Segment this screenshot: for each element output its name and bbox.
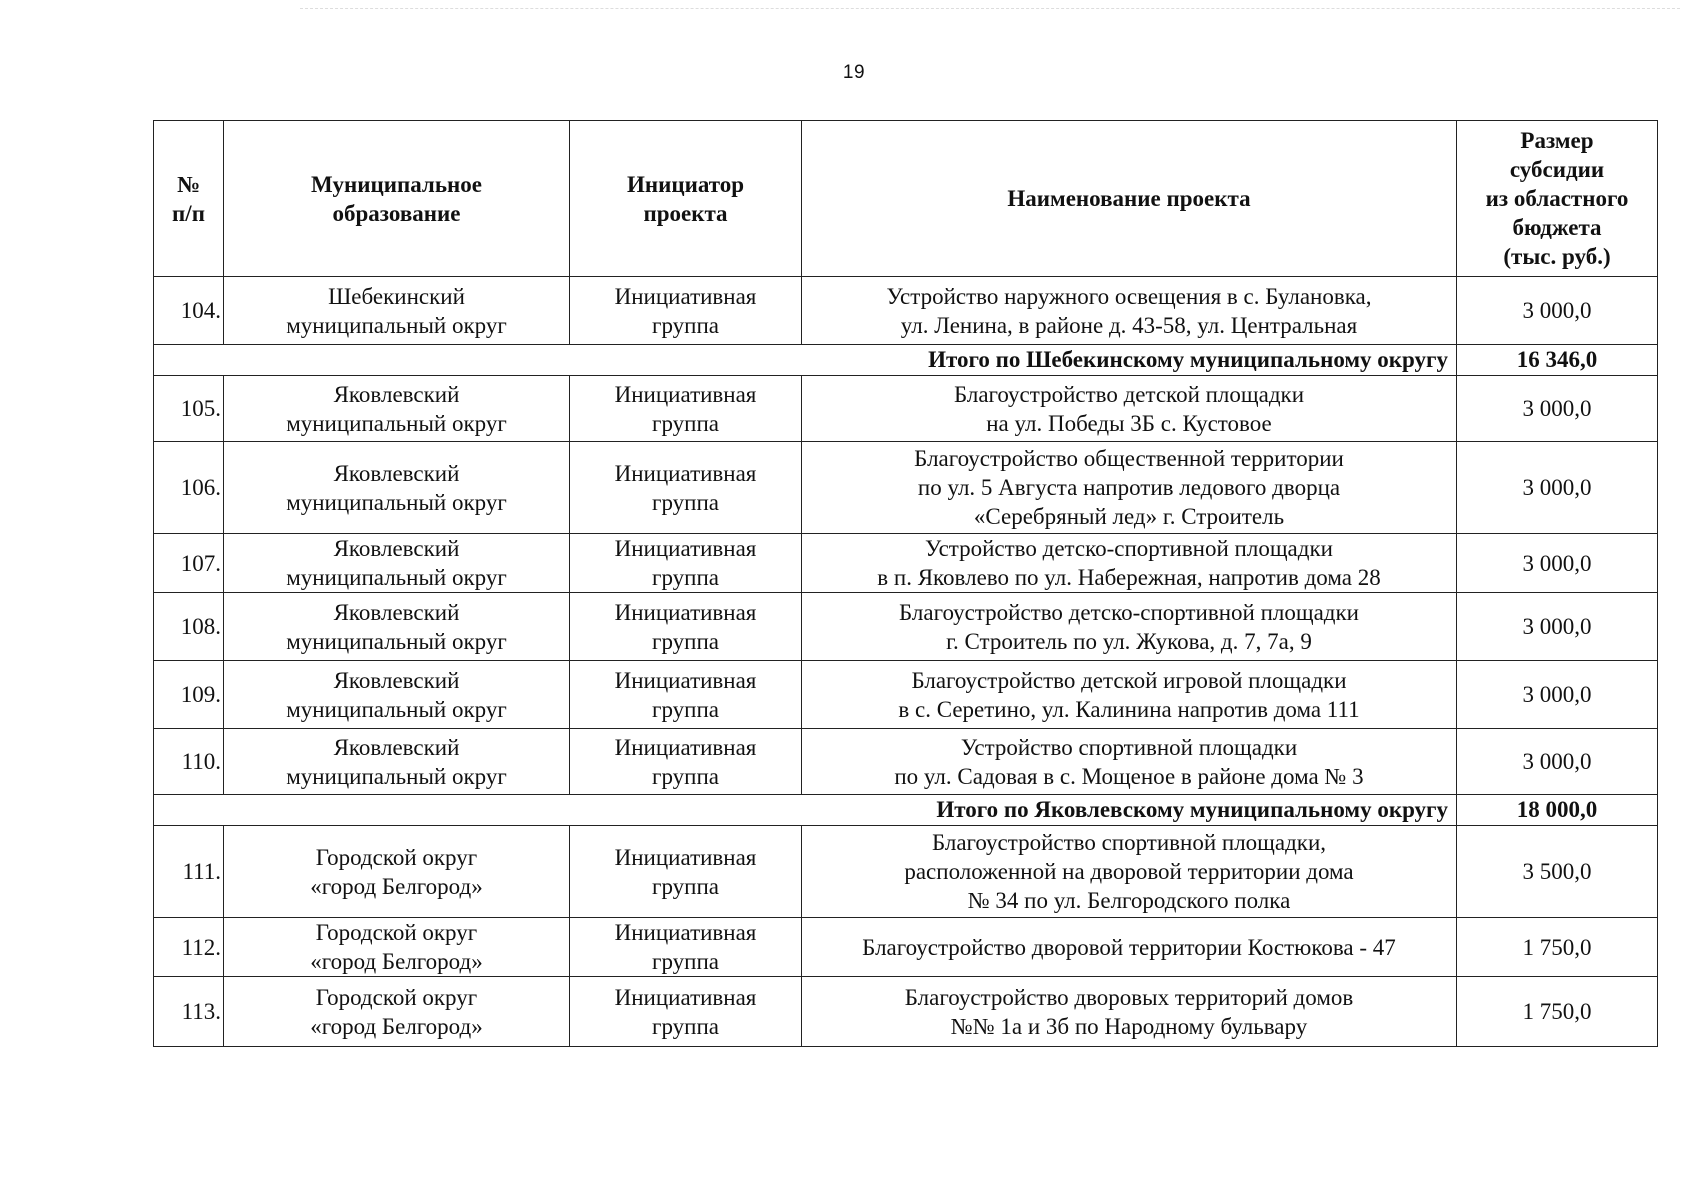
project-cell — [802, 593, 1457, 661]
cell-line: Инициативная — [614, 381, 757, 407]
cell-line: Городской округ — [315, 920, 478, 945]
cell-line: группа — [652, 696, 719, 722]
municipality-cell — [224, 534, 570, 593]
header-num — [154, 121, 224, 277]
row-number: 108. — [154, 593, 224, 661]
cell-line: «город Белгород» — [310, 1013, 483, 1039]
cell-line: № — [176, 171, 201, 197]
cell-line: «Серебряный лед» г. Строитель — [973, 504, 1285, 529]
cell-line: Благоустройство детской игровой площадки — [911, 667, 1347, 693]
cell-line: п/п — [172, 200, 205, 226]
initiator-cell — [570, 729, 802, 795]
cell-line: субсидии — [1509, 157, 1605, 182]
cell-line: Муниципальное — [311, 171, 482, 197]
subsidy-amount: 3 000,0 — [1457, 534, 1658, 593]
initiator-cell — [570, 593, 802, 661]
row-number: 110. — [154, 729, 224, 795]
total-amount: 18 000,0 — [1457, 795, 1658, 826]
initiator-cell — [570, 661, 802, 729]
project-cell — [802, 661, 1457, 729]
municipality-cell — [224, 442, 570, 534]
project-cell — [802, 534, 1457, 593]
cell-line: по ул. 5 Августа напротив ледового дворца — [917, 475, 1341, 500]
row-number: 113. — [154, 977, 224, 1047]
cell-line: Яковлевский — [333, 599, 460, 625]
cell-line: муниципальный округ — [286, 410, 507, 436]
project-cell — [802, 277, 1457, 345]
initiator-cell — [570, 442, 802, 534]
cell-line: Яковлевский — [333, 536, 460, 561]
cell-line: № 34 по ул. Белгородского полка — [967, 888, 1291, 913]
cell-line: Яковлевский — [333, 667, 460, 693]
cell-line: Благоустройство общественной территории — [914, 446, 1344, 471]
cell-line: группа — [652, 763, 719, 789]
cell-line: Устройство наружного освещения в с. Булановка, — [886, 283, 1372, 309]
cell-line: группа — [652, 489, 719, 515]
project-cell — [802, 918, 1457, 977]
cell-line: г. Строитель по ул. Жукова, д. 7, 7а, 9 — [946, 628, 1312, 654]
table-header-row — [154, 121, 1658, 277]
cell-line: Яковлевский — [333, 460, 460, 486]
cell-line: Размер — [1520, 128, 1594, 153]
initiator-cell — [570, 977, 802, 1047]
cell-line: Инициативная — [614, 667, 757, 693]
cell-line: муниципальный округ — [286, 565, 507, 590]
cell-line: Шебекинский — [328, 283, 465, 309]
cell-line: Яковлевский — [333, 734, 460, 760]
cell-line: Благоустройство дворовых территорий домов — [904, 984, 1354, 1010]
row-number: 112. — [154, 918, 224, 977]
cell-line: Благоустройство детско-спортивной площадки — [899, 599, 1359, 625]
cell-line: Инициативная — [614, 844, 757, 870]
project-cell — [802, 826, 1457, 918]
cell-line: Устройство детско-спортивной площадки — [925, 536, 1333, 561]
table-row — [154, 729, 1658, 795]
header-municipality — [224, 121, 570, 277]
subsidy-amount: 3 500,0 — [1457, 826, 1658, 918]
total-row — [154, 795, 1658, 826]
initiator-cell — [570, 376, 802, 442]
subsidy-amount: 3 000,0 — [1457, 661, 1658, 729]
project-cell — [802, 376, 1457, 442]
table-row — [154, 661, 1658, 729]
header-subsidy — [1457, 121, 1658, 277]
cell-line: Яковлевский — [333, 381, 460, 407]
cell-line: группа — [652, 312, 719, 338]
subsidy-table — [153, 120, 1658, 1047]
cell-line: №№ 1а и 3б по Народному бульвару — [950, 1013, 1308, 1039]
cell-line: Инициативная — [614, 984, 757, 1010]
cell-line: группа — [652, 949, 719, 974]
subsidy-amount: 3 000,0 — [1457, 277, 1658, 345]
cell-line: группа — [652, 873, 719, 899]
municipality-cell — [224, 277, 570, 345]
municipality-cell — [224, 661, 570, 729]
table-row — [154, 277, 1658, 345]
project-cell — [802, 977, 1457, 1047]
municipality-cell — [224, 918, 570, 977]
subsidy-amount: 3 000,0 — [1457, 729, 1658, 795]
cell-line: Благоустройство детской площадки — [953, 381, 1305, 407]
cell-line: муниципальный округ — [286, 628, 507, 654]
cell-line: Инициатор — [626, 171, 745, 197]
header-project — [802, 121, 1457, 277]
cell-line: Инициативная — [614, 920, 757, 945]
row-number: 104. — [154, 277, 224, 345]
cell-line: группа — [652, 1013, 719, 1039]
cell-line: в с. Серетино, ул. Калинина напротив дома 111 — [898, 696, 1360, 722]
initiator-cell — [570, 826, 802, 918]
initiator-cell — [570, 534, 802, 593]
subsidy-amount: 3 000,0 — [1457, 376, 1658, 442]
page-number: 19 — [842, 62, 866, 83]
cell-line: группа — [652, 565, 719, 590]
row-number: 109. — [154, 661, 224, 729]
total-amount: 16 346,0 — [1457, 345, 1658, 376]
scan-edge-artifact — [300, 8, 1680, 15]
municipality-cell — [224, 826, 570, 918]
cell-line: Наименование проекта — [1007, 186, 1251, 211]
cell-line: расположенной на дворовой территории дома — [904, 859, 1354, 884]
cell-line: Инициативная — [614, 283, 757, 309]
cell-line: «город Белгород» — [310, 949, 483, 974]
cell-line: Инициативная — [614, 536, 757, 561]
subsidy-amount: 1 750,0 — [1457, 977, 1658, 1047]
cell-line: группа — [652, 628, 719, 654]
table-row — [154, 977, 1658, 1047]
subsidy-amount: 3 000,0 — [1457, 442, 1658, 534]
table-row — [154, 442, 1658, 534]
cell-line: муниципальный округ — [286, 312, 507, 338]
subsidy-amount: 1 750,0 — [1457, 918, 1658, 977]
header-initiator — [570, 121, 802, 277]
municipality-cell — [224, 593, 570, 661]
project-cell — [802, 729, 1457, 795]
municipality-cell — [224, 376, 570, 442]
cell-line: на ул. Победы 3Б с. Кустовое — [986, 410, 1272, 436]
municipality-cell — [224, 729, 570, 795]
cell-line: Городской округ — [315, 984, 478, 1010]
cell-line: из областного — [1485, 186, 1629, 211]
cell-line: Благоустройство дворовой территории Костюкова - 47 — [862, 934, 1396, 960]
cell-line: муниципальный округ — [286, 763, 507, 789]
row-number: 107. — [154, 534, 224, 593]
cell-line: образование — [332, 200, 461, 226]
total-row — [154, 345, 1658, 376]
cell-line: «город Белгород» — [310, 873, 483, 899]
cell-line: (тыс. руб.) — [1503, 244, 1611, 269]
cell-line: по ул. Садовая в с. Мощеное в районе дома № 3 — [894, 763, 1364, 789]
cell-line: Устройство спортивной площадки — [960, 734, 1298, 760]
row-number: 106. — [154, 442, 224, 534]
table-row — [154, 918, 1658, 977]
total-label: Итого по Яковлевскому муниципальному округу — [154, 795, 1457, 826]
cell-line: Инициативная — [614, 734, 757, 760]
total-label: Итого по Шебекинскому муниципальному округу — [154, 345, 1457, 376]
project-cell — [802, 442, 1457, 534]
cell-line: Благоустройство спортивной площадки, — [931, 830, 1327, 855]
cell-line: группа — [652, 410, 719, 436]
initiator-cell — [570, 277, 802, 345]
cell-line: Инициативная — [614, 460, 757, 486]
initiator-cell — [570, 918, 802, 977]
table-row — [154, 534, 1658, 593]
table-row — [154, 376, 1658, 442]
table-row — [154, 826, 1658, 918]
cell-line: Городской округ — [315, 844, 478, 870]
municipality-cell — [224, 977, 570, 1047]
cell-line: бюджета — [1512, 215, 1602, 240]
cell-line: проекта — [643, 200, 728, 226]
subsidy-amount: 3 000,0 — [1457, 593, 1658, 661]
cell-line: в п. Яковлево по ул. Набережная, напротив дома 28 — [877, 565, 1381, 590]
cell-line: ул. Ленина, в районе д. 43-58, ул. Центральная — [900, 312, 1358, 338]
row-number: 105. — [154, 376, 224, 442]
row-number: 111. — [154, 826, 224, 918]
table-row — [154, 593, 1658, 661]
cell-line: Инициативная — [614, 599, 757, 625]
cell-line: муниципальный округ — [286, 696, 507, 722]
table-body — [154, 277, 1658, 1047]
cell-line: муниципальный округ — [286, 489, 507, 515]
